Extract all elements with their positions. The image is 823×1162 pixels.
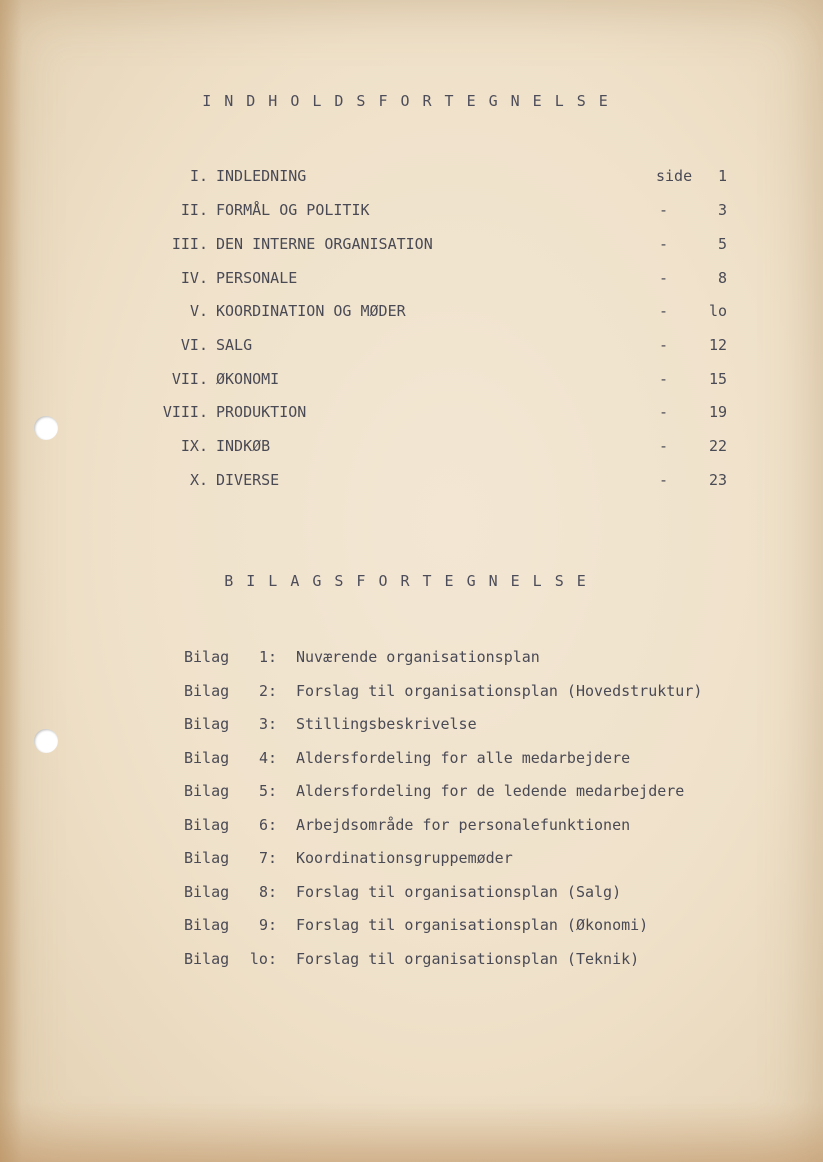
bilag-row <box>0 883 823 909</box>
toc-row <box>0 370 823 396</box>
toc-dash: - <box>659 302 669 320</box>
paper-bottom-stain <box>0 1102 823 1162</box>
toc-title: FORMÅL OG POLITIK <box>216 201 370 219</box>
toc-number: III. <box>171 235 208 253</box>
toc-dash: - <box>659 235 669 253</box>
toc-title: INDKØB <box>216 437 271 455</box>
toc-number: X. <box>189 471 208 489</box>
bilag-row <box>0 715 823 741</box>
bilag-label: Bilag <box>184 682 230 700</box>
bilag-heading: BILAGSFORTEGNELSE <box>224 572 599 590</box>
toc-row <box>0 167 823 193</box>
toc-heading: INDHOLDSFORTEGNELSE <box>202 92 621 110</box>
bilag-description: Nuværende organisationsplan <box>296 648 540 666</box>
bilag-number: 4: <box>258 749 277 767</box>
bilag-number: 8: <box>258 883 277 901</box>
toc-number: IX. <box>180 437 208 455</box>
toc-dash: - <box>659 403 669 421</box>
bilag-label: Bilag <box>184 816 230 834</box>
bilag-description: Forslag til organisationsplan (Hovedstruktur) <box>296 682 703 700</box>
bilag-label: Bilag <box>184 883 230 901</box>
toc-title: KOORDINATION OG MØDER <box>216 302 406 320</box>
bilag-row <box>0 682 823 708</box>
bilag-label: Bilag <box>184 715 230 733</box>
toc-dash: - <box>659 269 669 287</box>
toc-row <box>0 437 823 463</box>
bilag-description: Aldersfordeling for de ledende medarbejdere <box>296 782 685 800</box>
bilag-description: Forslag til organisationsplan (Økonomi) <box>296 916 649 934</box>
bilag-number: 6: <box>258 816 277 834</box>
bilag-label: Bilag <box>184 782 230 800</box>
bilag-row <box>0 950 823 976</box>
toc-row <box>0 302 823 328</box>
toc-number: I. <box>189 167 208 185</box>
toc-row <box>0 269 823 295</box>
toc-page-number: 12 <box>708 336 727 354</box>
toc-page-number: 15 <box>708 370 727 388</box>
bilag-label: Bilag <box>184 849 230 867</box>
toc-title: ØKONOMI <box>216 370 280 388</box>
bilag-label: Bilag <box>184 648 230 666</box>
toc-title: PERSONALE <box>216 269 298 287</box>
toc-title: DIVERSE <box>216 471 280 489</box>
toc-dash: - <box>659 336 669 354</box>
toc-dash: - <box>659 201 669 219</box>
bilag-description: Aldersfordeling for alle medarbejdere <box>296 749 631 767</box>
toc-number: VIII. <box>162 403 208 421</box>
bilag-number: lo: <box>249 950 277 968</box>
toc-row <box>0 201 823 227</box>
toc-dash: - <box>659 437 669 455</box>
toc-page-number: 19 <box>708 403 727 421</box>
toc-row <box>0 403 823 429</box>
toc-row <box>0 471 823 497</box>
toc-number: V. <box>189 302 208 320</box>
bilag-description: Arbejdsområde for personalefunktionen <box>296 816 631 834</box>
bilag-number: 2: <box>258 682 277 700</box>
toc-page-number: lo <box>708 302 727 320</box>
toc-row <box>0 336 823 362</box>
bilag-description: Stillingsbeskrivelse <box>296 715 477 733</box>
toc-row <box>0 235 823 261</box>
toc-page-number: 5 <box>717 235 727 253</box>
bilag-row <box>0 782 823 808</box>
bilag-number: 9: <box>258 916 277 934</box>
toc-title: PRODUKTION <box>216 403 307 421</box>
bilag-row <box>0 816 823 842</box>
bilag-description: Koordinationsgruppemøder <box>296 849 513 867</box>
toc-page-number: 22 <box>708 437 727 455</box>
bilag-number: 1: <box>258 648 277 666</box>
toc-page-number: 8 <box>717 269 727 287</box>
bilag-label: Bilag <box>184 916 230 934</box>
toc-number: IV. <box>180 269 208 287</box>
bilag-number: 3: <box>258 715 277 733</box>
toc-page-number: 23 <box>708 471 727 489</box>
toc-page-word: side <box>656 167 693 185</box>
toc-dash: - <box>659 370 669 388</box>
bilag-label: Bilag <box>184 749 230 767</box>
toc-page-number: 1 <box>717 167 727 185</box>
bilag-description: Forslag til organisationsplan (Salg) <box>296 883 622 901</box>
toc-dash: - <box>659 471 669 489</box>
bilag-row <box>0 749 823 775</box>
bilag-number: 5: <box>258 782 277 800</box>
bilag-description: Forslag til organisationsplan (Teknik) <box>296 950 640 968</box>
toc-title: INDLEDNING <box>216 167 307 185</box>
toc-number: II. <box>180 201 208 219</box>
toc-title: DEN INTERNE ORGANISATION <box>216 235 433 253</box>
bilag-row <box>0 849 823 875</box>
toc-number: VII. <box>171 370 208 388</box>
bilag-row <box>0 916 823 942</box>
bilag-number: 7: <box>258 849 277 867</box>
toc-number: VI. <box>180 336 208 354</box>
bilag-row <box>0 648 823 674</box>
toc-title: SALG <box>216 336 253 354</box>
bilag-label: Bilag <box>184 950 230 968</box>
toc-page-number: 3 <box>717 201 727 219</box>
